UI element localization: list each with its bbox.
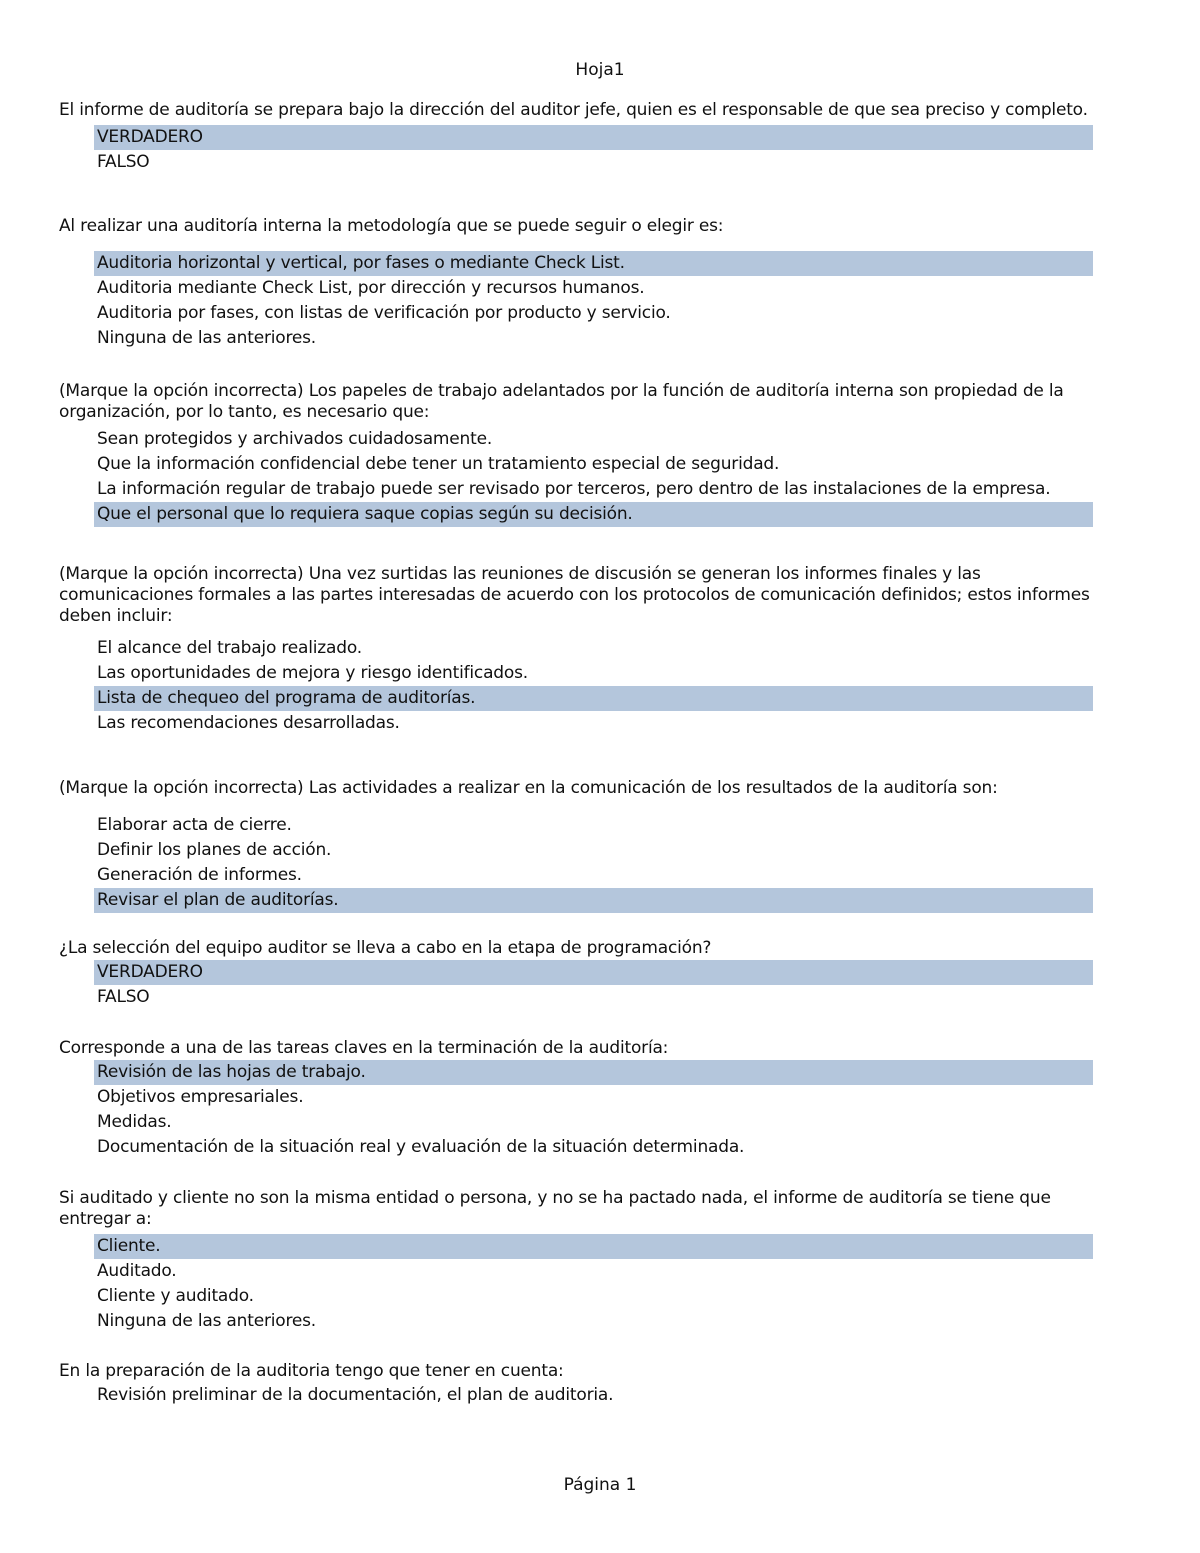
answer-option: Las oportunidades de mejora y riesgo identificados.	[97, 663, 528, 683]
question-block	[58, 938, 1093, 1010]
answer-option: Elaborar acta de cierre.	[97, 815, 292, 835]
answer-option-selected: VERDADERO	[94, 125, 1093, 150]
question-block	[58, 216, 1093, 351]
question-text: Si auditado y cliente no son la misma entidad o persona, y no se ha pactado nada, el informe de auditoría se tiene que entregar a:	[59, 1188, 1051, 1229]
answer-option: Objetivos empresariales.	[97, 1087, 304, 1107]
question-text: (Marque la opción incorrecta) Los papeles de trabajo adelantados por la función de auditoría interna son propiedad de la organización, por lo tanto, es necesario que:	[59, 381, 1064, 422]
question-text: El informe de auditoría se prepara bajo la dirección del auditor jefe, quien es el responsable de que sea preciso y completo.	[59, 100, 1088, 120]
answer-option: FALSO	[97, 152, 150, 172]
question-text: ¿La selección del equipo auditor se lleva a cabo en la etapa de programación?	[59, 938, 712, 958]
question-text: Al realizar una auditoría interna la metodología que se puede seguir o elegir es:	[59, 216, 724, 236]
question-block	[58, 100, 1093, 175]
question-block	[58, 1361, 1093, 1408]
question-block	[58, 1038, 1093, 1160]
answer-option: Auditado.	[97, 1261, 177, 1281]
answer-option: Las recomendaciones desarrolladas.	[97, 713, 400, 733]
answer-option: Que la información confidencial debe tener un tratamiento especial de seguridad.	[97, 454, 780, 474]
question-block	[58, 564, 1093, 736]
answer-option: Auditoria por fases, con listas de verificación por producto y servicio.	[97, 303, 671, 323]
answer-option-selected: Cliente.	[94, 1234, 1093, 1259]
answer-option: El alcance del trabajo realizado.	[97, 638, 362, 658]
answer-option: Medidas.	[97, 1112, 172, 1132]
answer-option: FALSO	[97, 987, 150, 1007]
answer-option: Ninguna de las anteriores.	[97, 1311, 316, 1331]
answer-option-selected: Revisar el plan de auditorías.	[94, 888, 1093, 913]
question-block	[58, 381, 1093, 527]
answer-option: Documentación de la situación real y evaluación de la situación determinada.	[97, 1137, 745, 1157]
answer-option-selected: Revisión de las hojas de trabajo.	[94, 1060, 1093, 1085]
answer-option: Cliente y auditado.	[97, 1286, 254, 1306]
answer-option: Revisión preliminar de la documentación, el plan de auditoria.	[97, 1385, 614, 1405]
page-header: Hoja1	[575, 60, 625, 80]
question-list	[58, 100, 1093, 1408]
answer-option-selected: VERDADERO	[94, 960, 1093, 985]
page-footer: Página 1	[563, 1475, 637, 1495]
answer-option: La información regular de trabajo puede ser revisado por terceros, pero dentro de las instalaciones de la empresa.	[97, 479, 1051, 499]
question-text: (Marque la opción incorrecta) Las actividades a realizar en la comunicación de los resultados de la auditoría son:	[59, 778, 998, 798]
answer-option: Sean protegidos y archivados cuidadosamente.	[97, 429, 493, 449]
answer-option: Generación de informes.	[97, 865, 302, 885]
answer-option: Auditoria mediante Check List, por dirección y recursos humanos.	[97, 278, 645, 298]
answer-option-selected: Que el personal que lo requiera saque copias según su decisión.	[94, 502, 1093, 527]
question-text: Corresponde a una de las tareas claves en la terminación de la auditoría:	[59, 1038, 669, 1058]
answer-option: Definir los planes de acción.	[97, 840, 332, 860]
answer-option-selected: Lista de chequeo del programa de auditorías.	[94, 686, 1093, 711]
question-block	[58, 778, 1093, 913]
question-block	[58, 1188, 1093, 1334]
answer-option: Ninguna de las anteriores.	[97, 328, 316, 348]
answer-option-selected: Auditoria horizontal y vertical, por fases o mediante Check List.	[94, 251, 1093, 276]
question-text: En la preparación de la auditoria tengo que tener en cuenta:	[59, 1361, 564, 1381]
question-text: (Marque la opción incorrecta) Una vez surtidas las reuniones de discusión se generan los informes finales y las comunicaciones formales a las partes interesadas de acuerdo con los protocolos de comunicación definidos; estos informes deben incluir:	[59, 564, 1090, 626]
